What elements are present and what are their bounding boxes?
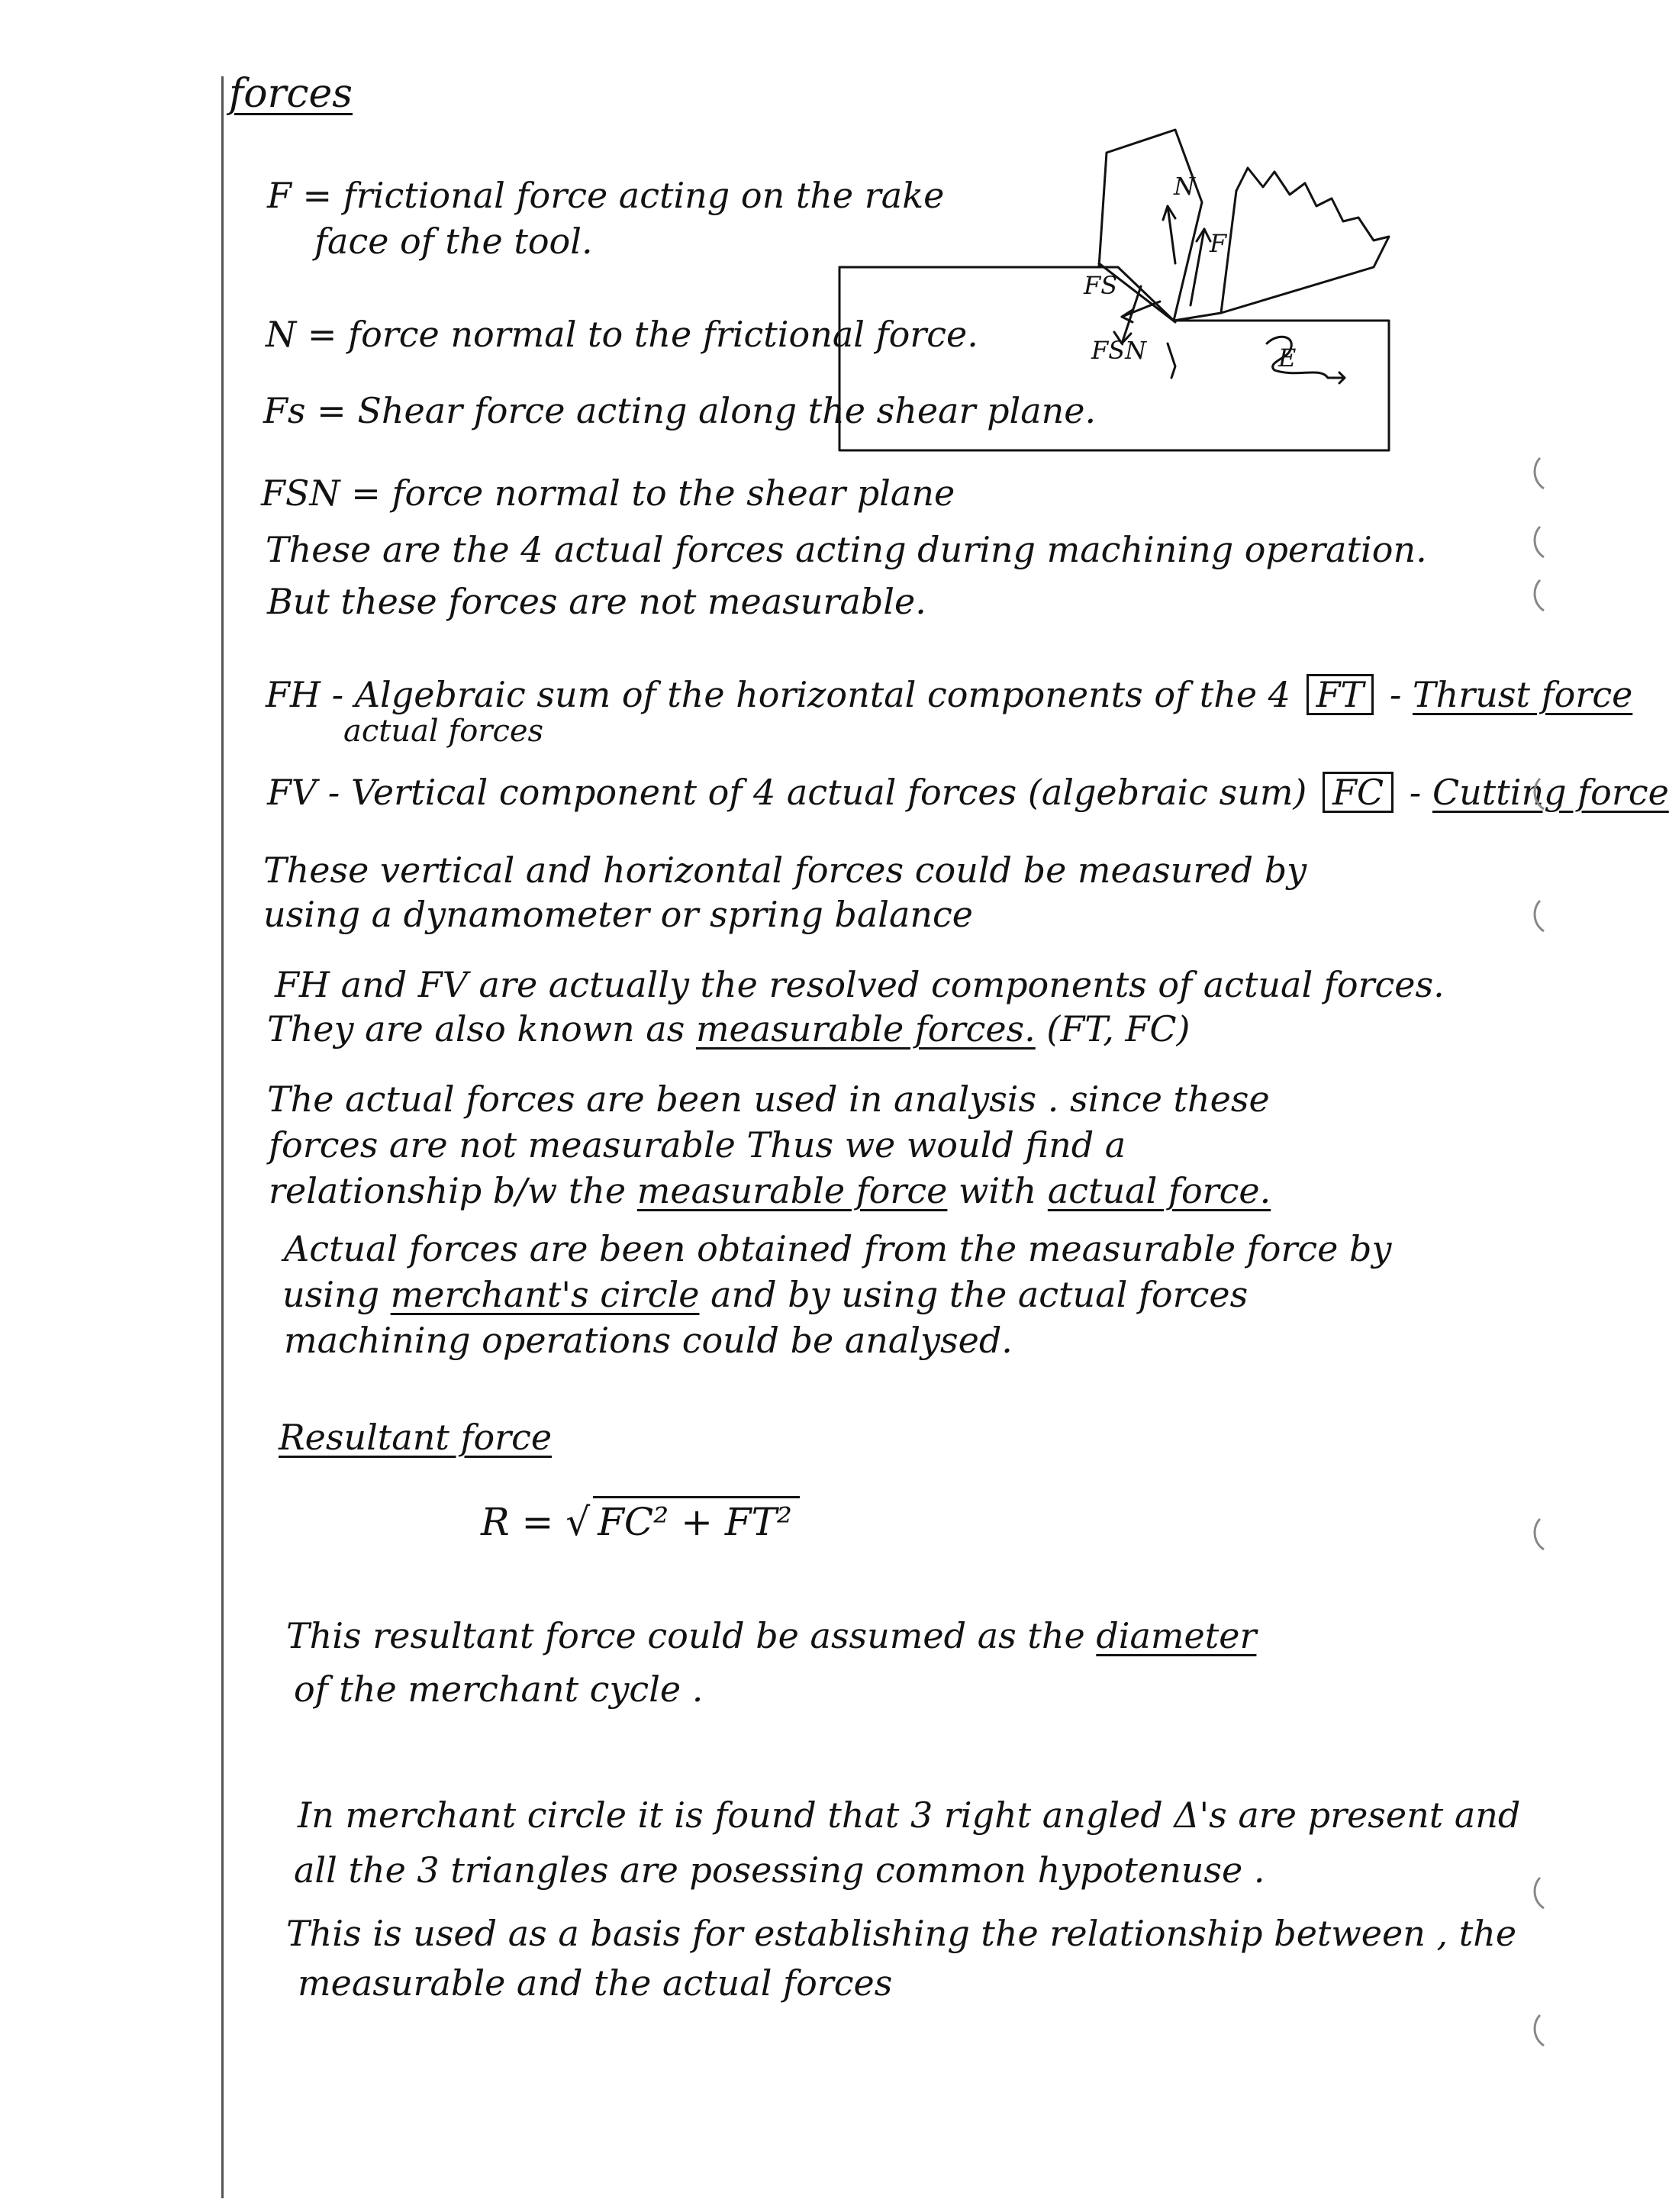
workpiece-mark xyxy=(1168,343,1175,378)
tool-outline xyxy=(1174,191,1236,321)
binder-marks xyxy=(1517,0,1563,2212)
para5-line2-a: using xyxy=(282,1274,380,1315)
para5-line2-b: and by using the actual forces xyxy=(710,1274,1249,1315)
diagram-label-e: E xyxy=(1278,343,1297,372)
def-f-line2: face of the tool. xyxy=(314,221,593,262)
para6-line2: of the merchant cycle . xyxy=(294,1669,704,1710)
para6-line1 xyxy=(286,1614,1256,1657)
para4-line3 xyxy=(269,1169,1271,1212)
para2-line2: using a dynamometer or spring balance xyxy=(263,894,974,935)
cutting-force-label: Cutting force xyxy=(1432,772,1669,813)
diameter-term: diameter xyxy=(1096,1615,1257,1656)
tool-zigzag-edge xyxy=(1221,168,1389,313)
resultant-heading: Resultant force xyxy=(279,1417,553,1458)
para4-line1: The actual forces are been used in analysis . since these xyxy=(267,1079,1270,1120)
fc-box: FC xyxy=(1323,772,1394,813)
fh-symbol: FH - xyxy=(266,674,344,715)
equation-left: R = xyxy=(481,1500,554,1544)
def-fs-symbol: Fs = xyxy=(263,390,346,431)
cutting-tool-diagram xyxy=(839,114,1419,450)
diagram-label-f: F xyxy=(1210,229,1227,258)
equation-radicand: FC² + FT² xyxy=(593,1496,800,1544)
fh-text: Algebraic sum of the horizontal components of the 4 xyxy=(354,674,1290,715)
workpiece-top-edge xyxy=(839,267,1174,321)
fv-symbol: FV - xyxy=(267,772,340,813)
resultant-equation: R = √ FC² + FT² xyxy=(481,1496,800,1544)
def-n-text: force normal to the frictional force. xyxy=(348,314,978,355)
para7-line2: all the 3 triangles are posessing common hypotenuse . xyxy=(294,1849,1265,1891)
para1-line2: But these forces are not measurable. xyxy=(267,581,926,622)
ft-box: FT xyxy=(1307,674,1374,715)
para8-line2: measurable and the actual forces xyxy=(298,1962,893,2004)
para3-line2-prefix: They are also known as xyxy=(267,1008,685,1050)
para3-line2 xyxy=(267,1008,1191,1050)
fh-line2: actual forces xyxy=(343,714,544,749)
para7-line1: In merchant circle it is found that 3 right angled Δ's are present and xyxy=(298,1794,1521,1836)
para4-line2: forces are not measurable Thus we would find a xyxy=(269,1124,1126,1166)
def-fsn xyxy=(261,472,955,514)
diagram-label-n: N xyxy=(1174,172,1195,201)
diagram-label-fsn: FSN xyxy=(1091,336,1147,365)
fh-line: FH - Algebraic sum of the horizontal components of the 4 FT - Thrust force xyxy=(266,674,1633,715)
margin-line xyxy=(221,76,224,2198)
def-f-symbol: F = xyxy=(267,175,333,216)
para1-line1: These are the 4 actual forces acting during machining operation. xyxy=(266,529,1427,570)
actual-force-term: actual force. xyxy=(1047,1170,1271,1211)
def-fsn-text: force normal to the shear plane xyxy=(391,472,955,514)
merchants-circle-term: merchant's circle xyxy=(390,1274,700,1315)
diagram-label-fs: FS xyxy=(1084,271,1118,300)
page-title: forces xyxy=(229,71,353,117)
measurable-forces-term: measurable forces. xyxy=(695,1008,1036,1050)
def-fsn-symbol: FSN = xyxy=(261,472,381,514)
measurable-force-term: measurable force xyxy=(636,1170,948,1211)
fv-line: FV - Vertical component of 4 actual forces (algebraic sum) FC - Cutting force xyxy=(267,772,1669,813)
def-f-line1: frictional force acting on the rake xyxy=(343,175,945,216)
para8-line1: This is used as a basis for establishing the relationship between , the xyxy=(286,1913,1517,1954)
para3-line2-suffix: (FT, FC) xyxy=(1046,1008,1191,1050)
para4-line3-a: relationship b/w the xyxy=(269,1170,627,1211)
para6-line1-a: This resultant force could be assumed as the xyxy=(286,1615,1085,1656)
para5-line3: machining operations could be analysed. xyxy=(284,1320,1013,1361)
thrust-force-label: Thrust force xyxy=(1412,674,1633,715)
para3-line1: FH and FV are actually the resolved components of actual forces. xyxy=(275,964,1445,1005)
def-n-symbol: N = xyxy=(266,314,337,355)
para2-line1: These vertical and horizontal forces could be measured by xyxy=(263,850,1307,891)
para5-line1: Actual forces are been obtained from the measurable force by xyxy=(284,1228,1392,1269)
fsn-arrow xyxy=(1122,301,1160,317)
fv-text: Vertical component of 4 actual forces (algebraic sum) xyxy=(350,772,1307,813)
def-fs-text: Shear force acting along the shear plane. xyxy=(357,390,1097,431)
para4-line3-b: with xyxy=(959,1170,1037,1211)
para5-line2 xyxy=(282,1273,1248,1316)
